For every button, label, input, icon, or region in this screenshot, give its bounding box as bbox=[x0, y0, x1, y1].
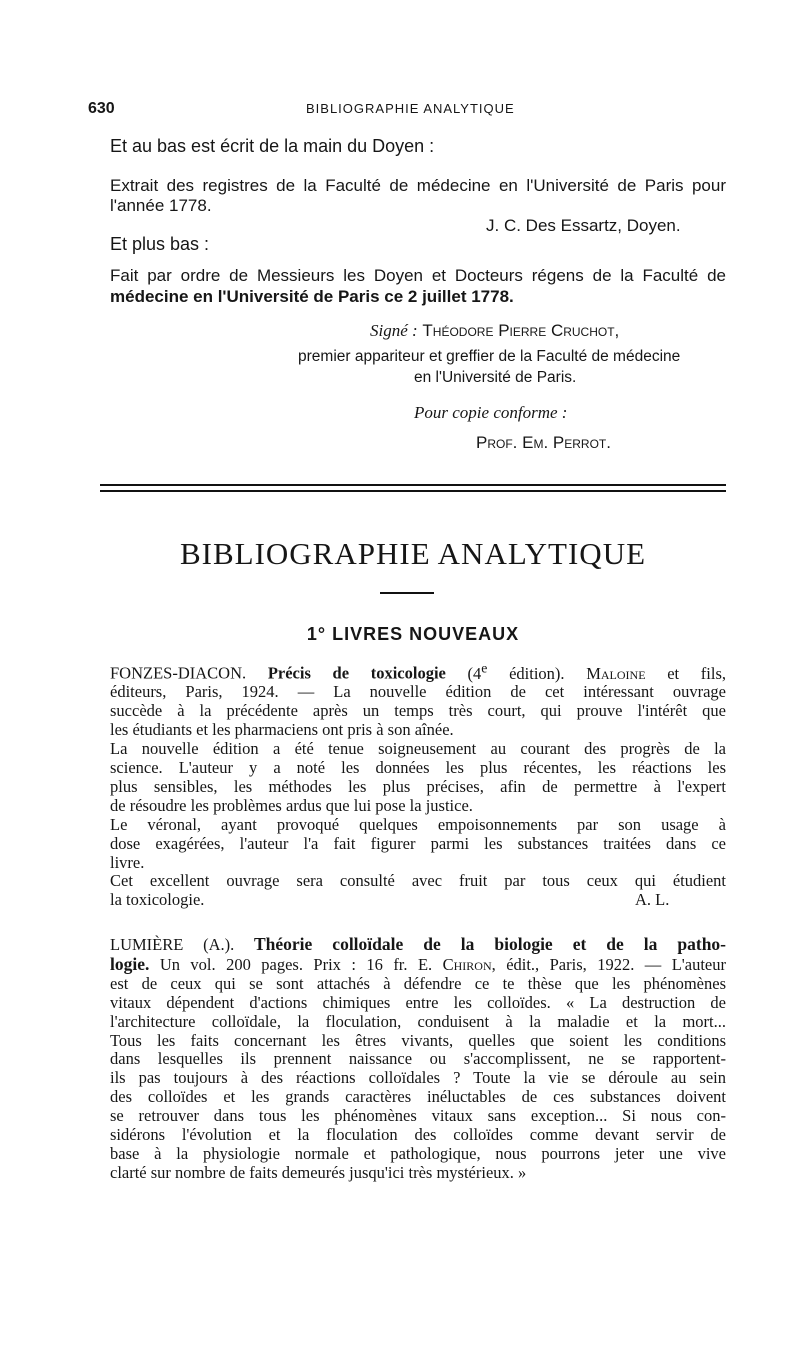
review-2-line-1 bbox=[110, 935, 726, 955]
review-2-line-2 bbox=[110, 955, 726, 975]
review-2-book-title-end: logie. bbox=[110, 953, 150, 974]
double-rule-bottom bbox=[100, 490, 726, 492]
review-1-para-3-line: dose exagérées, l'auteur l'a fait figurer parmi les substances traitées dans ce bbox=[110, 833, 726, 853]
title-divider bbox=[380, 592, 434, 594]
running-title: BIBLIOGRAPHIE ANALYTIQUE bbox=[306, 101, 515, 116]
extract-line-1: Extrait des registres de la Faculté de médecine en l'Université de Paris pour bbox=[110, 176, 726, 195]
dean-signature: J. C. Des Essartz, Doyen. bbox=[486, 216, 681, 235]
review-1-para-3-line: Le véronal, ayant provoqué quelques empoisonnements par son usage à bbox=[110, 814, 726, 834]
review-1-line: les étudiants et les pharmaciens ont pris à son aînée. bbox=[110, 720, 454, 740]
review-2-book-title: Théorie colloïdale de la biologie et de la patho- bbox=[253, 934, 727, 954]
review-1-para-4-line: la toxicologie. bbox=[110, 890, 205, 910]
review-2-line: sidérons l'évolution et la floculation des colloïdes comme devant servir de bbox=[110, 1125, 726, 1145]
review-2-line: dans lesquelles ils prennent naissance ou s'accomplissent, ne se rapportent- bbox=[110, 1049, 726, 1069]
order-line-2: médecine en l'Université de Paris ce 2 juillet 1778. bbox=[110, 287, 514, 306]
review-1-line-1 bbox=[110, 659, 726, 683]
review-1-line: éditeurs, Paris, 1924. — La nouvelle édition de cet intéressant ouvrage bbox=[110, 682, 726, 702]
review-1-para-2-line: plus sensibles, les méthodes les plus précises, afin de permettre à l'expert bbox=[110, 776, 726, 796]
extract-line-2: l'année 1778. bbox=[110, 196, 212, 215]
review-1-line: succède à la précédente après un temps très court, qui prouve l'intérêt que bbox=[110, 701, 726, 721]
signed-role-2: en l'Université de Paris. bbox=[414, 369, 577, 386]
order-line-1: Fait par ordre de Messieurs les Doyen et Docteurs régens de la Faculté de bbox=[110, 266, 726, 285]
signed-role-1: premier appariteur et greffier de la Faculté de médecine bbox=[298, 348, 681, 365]
review-2-line: l'architecture colloïdale, la floculation, conduisent à la maladie et la mort... bbox=[110, 1011, 726, 1031]
review-2-line: base à la physiologie normale et pathologique, nous pourrons jeter une vive bbox=[110, 1143, 726, 1163]
review-2-line: vitaux dépendent d'actions chimiques entre les colloïdes. « La destruction de bbox=[110, 992, 726, 1012]
review-lumiere bbox=[110, 935, 726, 1183]
section-title: 1° LIVRES NOUVEAUX bbox=[306, 624, 520, 644]
main-title: BIBLIOGRAPHIE ANALYTIQUE bbox=[179, 536, 647, 571]
review-2-line: est de ceux qui se sont attachés à défendre ce te thèse que les phénomènes bbox=[110, 973, 726, 993]
signed-name: Théodore Pierre Cruchot, bbox=[422, 321, 620, 340]
certificate-intro: Et au bas est écrit de la main du Doyen : bbox=[110, 136, 435, 156]
review-1-book-title: Précis de toxicologie bbox=[267, 663, 446, 683]
review-1-author: FONZES-DIACON. bbox=[110, 663, 268, 683]
review-fonzes-diacon bbox=[110, 659, 726, 910]
review-2-line: clarté sur nombre de faits demeurés jusqu'ici très mystérieux. » bbox=[110, 1162, 527, 1182]
review-1-para-3-line: livre. bbox=[110, 852, 145, 872]
certificate-lower: Et plus bas : bbox=[110, 234, 210, 254]
review-1-para-4-line: Cet excellent ouvrage sera consulté avec fruit par tous ceux qui étudient bbox=[110, 871, 726, 891]
review-2-line: se retrouver dans tous les phénomènes vitaux sans exception... Si nous con- bbox=[110, 1106, 726, 1126]
double-rule-top bbox=[100, 484, 726, 486]
review-1-edition: (4e édition). Maloine et fils, bbox=[445, 660, 727, 683]
copy-label: Pour copie conforme : bbox=[414, 403, 568, 422]
review-1-signature: A. L. bbox=[635, 890, 670, 910]
review-1-para-2-line: La nouvelle édition a été tenue soigneusement au courant des progrès de la bbox=[110, 739, 726, 759]
signed-label: Signé : bbox=[370, 321, 418, 340]
signed-line bbox=[370, 321, 619, 341]
page-header bbox=[88, 100, 728, 122]
review-2-line: des colloïdes et les grands caractères inéluctables de ces substances doivent bbox=[110, 1087, 726, 1107]
review-2-line: Tous les faits concernant les êtres vivants, quelles que soient les conditions bbox=[110, 1030, 726, 1050]
copy-signature: Prof. Em. Perrot. bbox=[476, 433, 611, 452]
review-1-para-2-line: de résoudre les problèmes ardus que lui pose la justice. bbox=[110, 795, 473, 815]
page-number: 630 bbox=[88, 100, 115, 117]
review-2-author: LUMIÈRE (A.). bbox=[110, 935, 254, 954]
review-1-para-4-last bbox=[110, 891, 726, 910]
review-2-line: ils pas toujours à des réactions colloïdales ? Toute la vie se déroule au sein bbox=[110, 1068, 726, 1088]
review-2-publication: Un vol. 200 pages. Prix : 16 fr. E. Chiron, édit., Paris, 1922. — L'auteur bbox=[149, 954, 726, 974]
review-1-para-2-line: science. L'auteur y a noté les données les plus récentes, les réactions les bbox=[110, 758, 726, 778]
